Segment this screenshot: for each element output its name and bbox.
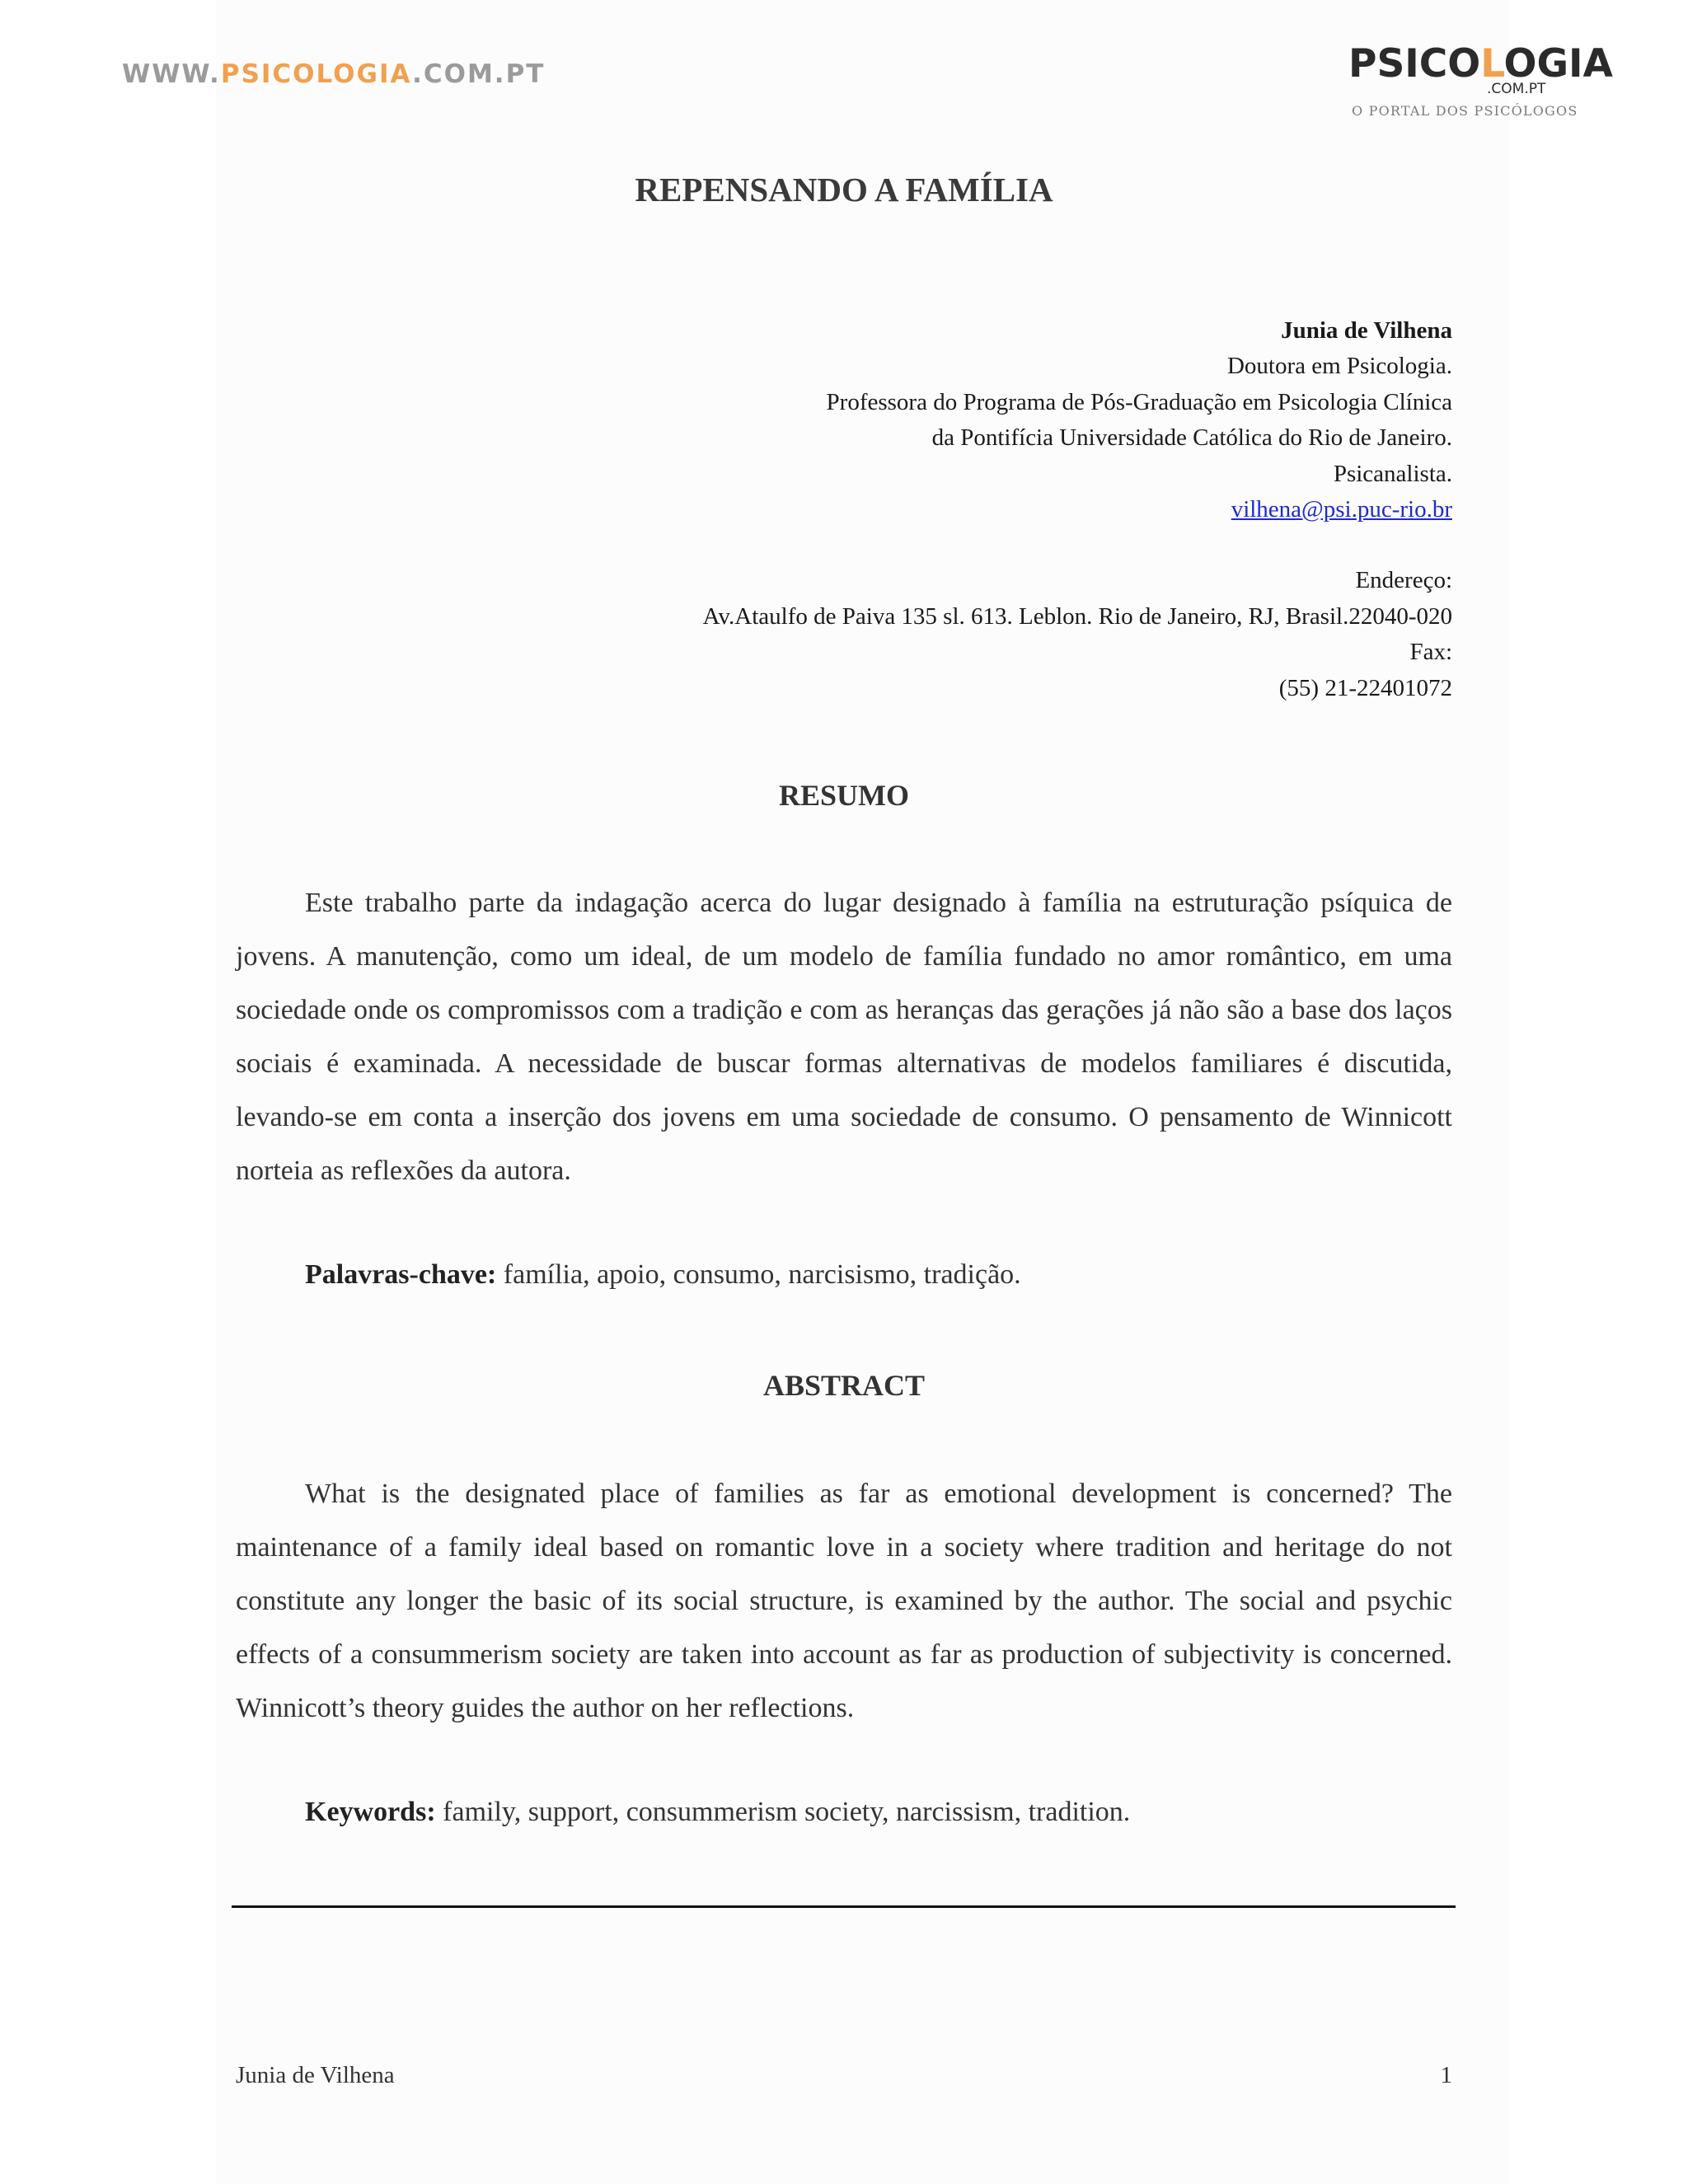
author-position: Professora do Programa de Pós-Graduação em Psicologia Clínica	[826, 388, 1452, 415]
footer-divider	[232, 1905, 1456, 1908]
logo-wordmark-part1: PSICO	[1348, 41, 1481, 87]
address: Av.Ataulfo de Paiva 135 sl. 613. Leblon. Rio de Janeiro, RJ, Brasil.22040-020	[702, 602, 1452, 630]
abstract-keywords-list: family, support, consummerism society, narcissism, tradition.	[435, 1797, 1131, 1827]
resumo-keywords	[305, 1259, 1021, 1291]
site-url[interactable]	[122, 59, 545, 89]
abstract-heading: ABSTRACT	[762, 1369, 926, 1402]
author-institution: da Pontifícia Universidade Católica do Rio de Janeiro.	[931, 424, 1452, 452]
fax-label: Fax:	[1409, 639, 1452, 666]
resumo-paragraph: Este trabalho parte da indagação acerca do lugar designado à família na estruturação psíquica de jovens. A manutenção, como um ideal, de um modelo de família fundado no amor romântico, em uma sociedade onde os compromissos com a tradição e com as heranças das gerações já não são a base dos laços sociais é examinada. A necessidade de buscar formas alternativas de modelos familiares é discutida, levando-se em conta a inserção dos jovens em uma sociedade de consumo. O pensamento de Winnicott norteia as reflexões da autora.	[236, 888, 1452, 1186]
logo-domain: .COM.PT	[1487, 81, 1546, 97]
abstract-keywords-label: Keywords:	[305, 1797, 436, 1827]
page-number: 1	[1440, 2062, 1452, 2088]
resumo-keywords-label: Palavras-chave:	[305, 1259, 497, 1290]
logo-wordmark	[1348, 41, 1613, 87]
site-url-brand: PSICOLOGIA	[220, 59, 413, 89]
author-name: Junia de Vilhena	[1281, 317, 1452, 344]
fax-number: (55) 21-22401072	[1278, 674, 1452, 701]
site-url-prefix: WWW.	[122, 59, 221, 89]
logo-wordmark-l: L	[1480, 41, 1504, 87]
author-block	[703, 313, 1452, 706]
resumo-keywords-list: família, apoio, consumo, narcisismo, tradição.	[496, 1259, 1021, 1290]
logo-tagline: O PORTAL DOS PSICÓLOGOS	[1352, 103, 1578, 119]
abstract-keywords	[305, 1797, 1130, 1828]
site-url-suffix: .COM.PT	[412, 59, 546, 89]
footer-author: Junia de Vilhena	[236, 2062, 395, 2088]
author-email-link[interactable]: vilhena@psi.puc-rio.br	[1231, 496, 1452, 523]
document-title: REPENSANDO A FAMÍLIA	[635, 171, 1053, 209]
author-degree: Doutora em Psicologia.	[1226, 353, 1452, 380]
psicologia-logo[interactable]	[1348, 41, 1613, 124]
address-label: Endereço:	[1355, 567, 1452, 594]
logo-wordmark-part2: OGIA	[1503, 41, 1613, 87]
author-role: Psicanalista.	[1333, 460, 1452, 487]
abstract-paragraph: What is the designated place of families as far as emotional development is concerned? The maintenance of a family ideal based on romantic love in a society where tradition and heritage do not constitute any longer the basic of its social structure, is examined by the author. The social and psychic effects of a consummerism society are taken into account as far as production of subjectivity is concerned. Winnicott’s theory guides the author on her reflections.	[236, 1479, 1452, 1723]
resumo-heading: RESUMO	[778, 779, 909, 812]
